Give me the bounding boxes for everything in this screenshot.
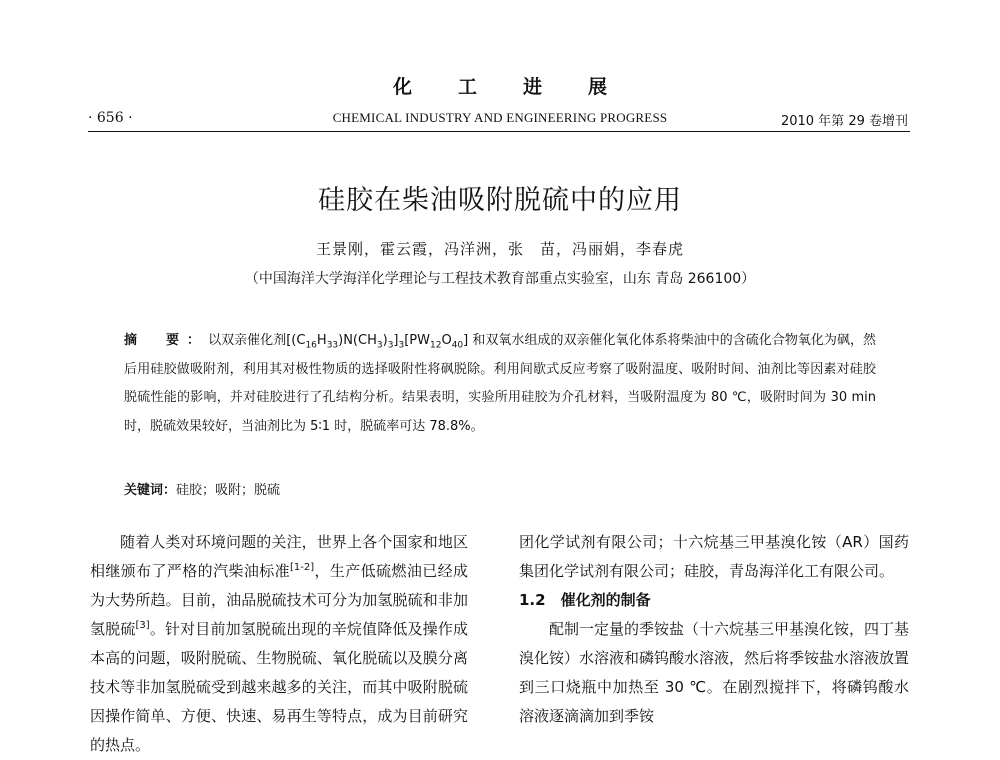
paragraph-text: ，生产低硫燃油已经成为大势所趋。目前，油品脱硫技术可分为加氢脱硫和非加氢脱硫 bbox=[90, 562, 468, 638]
journal-title-en: CHEMICAL INDUSTRY AND ENGINEERING PROGRESS bbox=[332, 110, 668, 125]
citation-link[interactable]: [3] bbox=[135, 620, 150, 631]
formula-subscript: 33 bbox=[326, 340, 339, 351]
header-rule bbox=[88, 131, 910, 132]
article-title: 硅胶在柴油吸附脱硫中的应用 bbox=[318, 185, 682, 216]
abstract bbox=[124, 327, 876, 441]
formula-subscript: 3 bbox=[398, 340, 405, 351]
abstract-label: 摘 要： bbox=[124, 333, 209, 348]
abstract-text: 以双亲催化剂[(C bbox=[208, 333, 306, 348]
paragraph-text: 随着人类对环境问题的关注，世界上各个国家和地区相继颁布了严格的汽柴油标准 bbox=[90, 533, 468, 580]
formula-subscript: 3 bbox=[387, 340, 394, 351]
abstract-text: ) bbox=[382, 333, 388, 348]
author-list: 王景刚，霍云霞，冯洋洲，张 苗，冯丽娟，李春虎 bbox=[315, 240, 684, 258]
paragraph: 配制一定量的季铵盐（十六烷基三甲基溴化铵，四丁基溴化铵）水溶液和磷钨酸水溶液，然后将季铵盐水溶液放置到三口烧瓶中加热至 30 ℃。在剧烈搅拌下，将磷钨酸水溶液逐滴滴加到季铵 bbox=[519, 620, 910, 725]
abstract-text: )N(CH bbox=[338, 333, 377, 348]
formula-subscript: 40 bbox=[451, 340, 464, 351]
paragraph: 团化学试剂有限公司；十六烷基三甲基溴化铵（AR）国药集团化学试剂有限公司；硅胶，青岛海洋化工有限公司。 bbox=[519, 533, 909, 580]
section-heading: 1.2 催化剂的制备 bbox=[519, 591, 651, 609]
formula-subscript: 16 bbox=[305, 340, 317, 351]
abstract-text: [PW bbox=[404, 333, 430, 348]
paragraph bbox=[90, 528, 468, 760]
affiliation: （中国海洋大学海洋化学理论与工程技术教育部重点实验室，山东 青岛 266100） bbox=[244, 271, 756, 287]
journal-title-cn: 化工进展 bbox=[392, 76, 653, 98]
keywords-text: 硅胶；吸附；脱硫 bbox=[176, 483, 281, 498]
page-number: · 656 · bbox=[88, 110, 133, 126]
body-column-left bbox=[90, 528, 468, 760]
formula-subscript: 12 bbox=[430, 340, 442, 351]
keywords-label: 关键词： bbox=[124, 483, 177, 498]
abstract-text: ] 和双氧水组成的双亲催化氧化体系将柴油中的含硫化合物氧化为砜，然后用硅胶做吸附剂，利用其对极性物质的选择吸附性将砜脱除。利用间歇式反应考察了吸附温度、吸附时间、油剂比等因素对硅胶脱硫性能的影响，并对硅胶进行了孔结构分析。结果表明，实验所用硅胶为介孔材料，当吸附温度为 80 ℃，吸附时间为 30 min 时，脱硫效果较好，当油剂比为 5∶1 时，脱硫率可达 78.8%。 bbox=[124, 333, 876, 434]
formula-subscript: 3 bbox=[376, 340, 383, 351]
issue-info: 2010 年第 29 卷增刊 bbox=[780, 114, 908, 129]
abstract-text: ] bbox=[393, 333, 399, 348]
abstract-text: O bbox=[441, 333, 452, 348]
body-column-right bbox=[519, 528, 909, 731]
citation-link[interactable]: [1-2] bbox=[290, 562, 315, 573]
paragraph-text: 。针对目前加氢脱硫出现的辛烷值降低及操作成本高的问题，吸附脱硫、生物脱硫、氧化脱硫以及膜分离技术等非加氢脱硫受到越来越多的关注，而其中吸附脱硫因操作简单、方便、快速、易再生等特点，成为目前研究的热点。 bbox=[90, 620, 468, 754]
abstract-text: H bbox=[316, 333, 327, 348]
keywords bbox=[124, 479, 280, 498]
